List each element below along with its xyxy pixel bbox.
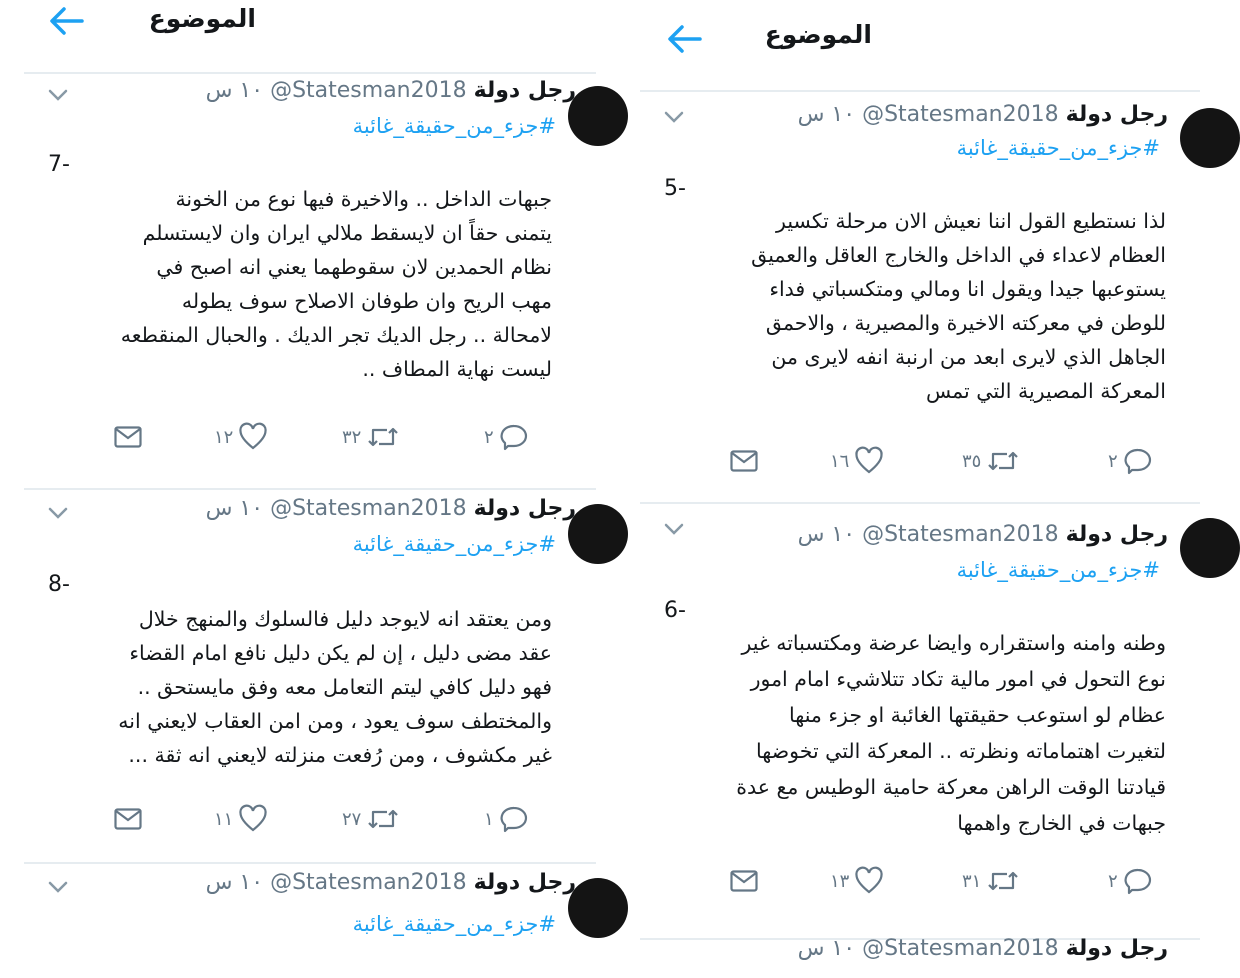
- tweet-header: [798, 102, 1168, 127]
- display-name[interactable]: رجل دولة: [1065, 102, 1168, 127]
- arrow-left-icon[interactable]: [666, 24, 702, 54]
- user-handle[interactable]: @Statesman2018: [862, 522, 1059, 547]
- tweet-text-line: للوطن في معركته الاخيرة والمصيرية ، والاحمق: [765, 311, 1166, 335]
- tweet-card[interactable]: [640, 936, 1200, 961]
- tweet-text-line: لتغيرت اهتماماته ونظرته .. المعركة التي تخوضها: [756, 739, 1166, 763]
- like-count: ١١: [214, 808, 234, 830]
- tweet-text-line: عظام لو استوعب حقيقتها الغائبة او جزء منها: [789, 703, 1166, 727]
- like-button[interactable]: [214, 802, 267, 836]
- user-handle[interactable]: @Statesman2018: [862, 102, 1059, 127]
- user-handle[interactable]: @Statesman2018: [270, 78, 467, 103]
- chevron-down-icon[interactable]: [664, 523, 684, 535]
- reply-button[interactable]: [1108, 444, 1152, 478]
- tweet-number: 7-: [48, 152, 70, 177]
- right-screenshot-panel: [640, 0, 1200, 961]
- heart-icon: [239, 806, 267, 832]
- dm-button[interactable]: [730, 444, 758, 478]
- avatar[interactable]: [568, 878, 628, 938]
- tweet-number: 5-: [664, 176, 686, 201]
- tweet-text-line: لامحالة .. رجل الديك تجر الديك . والحبال المنقطعه: [120, 323, 552, 347]
- tweet-text-line: يستوعبها جيدا ويقول انا ومالي ومتكسباتي فداء: [769, 277, 1166, 301]
- like-count: ١٦: [830, 450, 850, 472]
- tweet-text-line: جبهات في الخارج واهمها: [957, 811, 1166, 835]
- display-name[interactable]: رجل دولة: [473, 496, 576, 521]
- tweet-header: [798, 522, 1168, 547]
- tweet-text-line: والمختطف سوف يعود ، ومن امن العقاب لايعني انه: [118, 709, 552, 733]
- reply-bubble-icon: [500, 424, 528, 450]
- display-name[interactable]: رجل دولة: [1065, 936, 1168, 961]
- hashtag-link[interactable]: #جزء_من_حقيقة_غائبة: [352, 114, 556, 138]
- like-button[interactable]: [214, 420, 267, 454]
- display-name[interactable]: رجل دولة: [473, 870, 576, 895]
- retweet-count: ٢٧: [342, 808, 362, 830]
- timestamp[interactable]: ١٠ س: [797, 936, 856, 961]
- tweet-text-line: نظام الحمدين لان سقوطهما يعني انه اصبح في: [156, 255, 552, 279]
- left-screenshot-panel: [24, 0, 596, 938]
- tweet-text-line: غير مكشوف ، ومن رُفعت منزلته لايعني انه ثقة ...: [128, 743, 552, 767]
- reply-count: ٢: [1108, 870, 1118, 892]
- tweet-header: [206, 870, 576, 895]
- tweet-actions: [114, 802, 554, 836]
- hashtag-link[interactable]: #جزء_من_حقيقة_غائبة: [352, 532, 556, 556]
- envelope-icon: [114, 426, 142, 448]
- reply-bubble-icon: [500, 806, 528, 832]
- reply-count: ٢: [484, 426, 494, 448]
- avatar[interactable]: [568, 504, 628, 564]
- hashtag-link[interactable]: #جزء_من_حقيقة_غائبة: [352, 912, 556, 936]
- retweet-count: ٣٥: [962, 450, 982, 472]
- hashtag-link[interactable]: #جزء_من_حقيقة_غائبة: [956, 136, 1160, 160]
- like-button[interactable]: [830, 444, 883, 478]
- tweet-number: 8-: [48, 572, 70, 597]
- tweet-text-line: نوع التحول في امور مالية تكاد تتلاشيء امام امور: [750, 667, 1166, 691]
- tweet-text-line: وطنه وامنه واستقراره وايضا عرضة ومكتسباته غير: [741, 631, 1166, 655]
- page-title: الموضوع: [148, 4, 256, 33]
- avatar[interactable]: [1180, 108, 1240, 168]
- reply-count: ٢: [1108, 450, 1118, 472]
- chevron-down-icon[interactable]: [48, 89, 68, 101]
- heart-icon: [855, 448, 883, 474]
- user-handle[interactable]: @Statesman2018: [270, 496, 467, 521]
- retweet-icon: [987, 449, 1019, 473]
- envelope-icon: [114, 808, 142, 830]
- dm-button[interactable]: [114, 802, 142, 836]
- reply-bubble-icon: [1124, 448, 1152, 474]
- timestamp[interactable]: ١٠ س: [797, 522, 856, 547]
- tweet-card[interactable]: [640, 504, 1200, 938]
- avatar[interactable]: [1180, 518, 1240, 578]
- tweet-text-line: يتمنى حقاً ان لايسقط ملالي ايران وان لايستسلم: [142, 221, 552, 245]
- timestamp[interactable]: ١٠ س: [205, 496, 264, 521]
- timestamp[interactable]: ١٠ س: [205, 78, 264, 103]
- heart-icon: [239, 424, 267, 450]
- like-count: ١٢: [214, 426, 234, 448]
- timestamp[interactable]: ١٠ س: [205, 870, 264, 895]
- tweet-card[interactable]: [24, 864, 596, 938]
- tweet-actions: [730, 444, 1170, 478]
- like-count: ١٣: [830, 870, 850, 892]
- heart-icon: [855, 868, 883, 894]
- tweet-actions: [114, 420, 554, 454]
- retweet-button[interactable]: [342, 420, 399, 454]
- chevron-down-icon[interactable]: [664, 111, 684, 123]
- avatar[interactable]: [568, 86, 628, 146]
- reply-button[interactable]: [1108, 864, 1152, 898]
- reply-bubble-icon: [1124, 868, 1152, 894]
- dm-button[interactable]: [114, 420, 142, 454]
- dm-button[interactable]: [730, 864, 758, 898]
- tweet-header: [798, 936, 1168, 961]
- retweet-icon: [367, 425, 399, 449]
- tweet-text-line: الجاهل الذي لايرى ابعد من ارنبة انفه لايرى من: [771, 345, 1166, 369]
- chevron-down-icon[interactable]: [48, 507, 68, 519]
- tweet-text-line: لذا نستطيع القول اننا نعيش الان مرحلة تكسير: [776, 209, 1166, 233]
- user-handle[interactable]: @Statesman2018: [862, 936, 1059, 961]
- tweet-number: 6-: [664, 598, 686, 623]
- timestamp[interactable]: ١٠ س: [797, 102, 856, 127]
- like-button[interactable]: [830, 864, 883, 898]
- display-name[interactable]: رجل دولة: [473, 78, 576, 103]
- tweet-actions: [730, 864, 1170, 898]
- tweet-card[interactable]: [24, 490, 596, 862]
- chevron-down-icon[interactable]: [48, 881, 68, 893]
- tweet-text-line: مهب الريح وان طوفان الاصلاح سوف يطوله: [181, 289, 552, 313]
- tweet-text-line: قيادتنا الوقت الراهن معركة حامية الوطيس مع عدة: [736, 775, 1166, 799]
- tweet-card[interactable]: [24, 72, 596, 488]
- tweet-text-line: المعركة المصيرية التي تمس: [926, 379, 1166, 403]
- retweet-count: ٣١: [962, 870, 982, 892]
- retweet-button[interactable]: [962, 444, 1019, 478]
- tweet-text-line: فهو دليل كافي ليتم التعامل معه وفق مايستحق ..: [137, 675, 552, 699]
- user-handle[interactable]: @Statesman2018: [270, 870, 467, 895]
- tweet-text-line: العظام لاعداء في الداخل والخارج العاقل والعميق: [751, 243, 1166, 267]
- retweet-count: ٣٢: [342, 426, 362, 448]
- retweet-button[interactable]: [342, 802, 399, 836]
- retweet-icon: [367, 807, 399, 831]
- tweet-text-line: جبهات الداخل .. والاخيرة فيها نوع من الخونة: [175, 187, 552, 211]
- reply-button[interactable]: [484, 420, 528, 454]
- page-title: الموضوع: [764, 20, 872, 49]
- arrow-left-icon[interactable]: [48, 6, 84, 36]
- envelope-icon: [730, 450, 758, 472]
- reply-count: ١: [484, 808, 494, 830]
- envelope-icon: [730, 870, 758, 892]
- display-name[interactable]: رجل دولة: [1065, 522, 1168, 547]
- tweet-text-line: عقد مضى دليل ، إن لم يكن دليل نافع امام القضاء: [129, 641, 552, 665]
- reply-button[interactable]: [484, 802, 528, 836]
- retweet-icon: [987, 869, 1019, 893]
- tweet-header: [206, 78, 576, 103]
- tweet-text-line: ليست نهاية المطاف ..: [362, 357, 552, 381]
- tweet-header: [206, 496, 576, 521]
- hashtag-link[interactable]: #جزء_من_حقيقة_غائبة: [956, 558, 1160, 582]
- retweet-button[interactable]: [962, 864, 1019, 898]
- tweet-card[interactable]: [640, 92, 1200, 500]
- tweet-text-line: ومن يعتقد انه لايوجد دليل فالسلوك والمنهج خلال: [138, 607, 552, 631]
